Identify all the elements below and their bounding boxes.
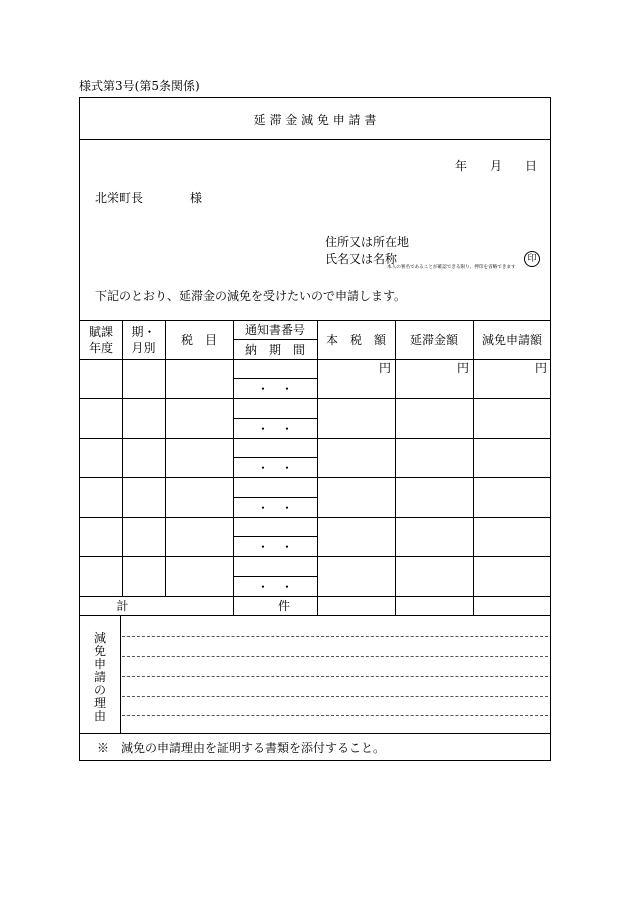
form-title: 延 滞 金 減 免 申 請 書 xyxy=(253,113,377,127)
date-dots: ・ ・ xyxy=(256,540,293,554)
date-year: 年 xyxy=(455,159,468,173)
divider xyxy=(80,359,550,360)
row-line xyxy=(80,556,550,557)
date-dots: ・ ・ xyxy=(256,422,293,436)
form-label: 様式第3号(第5条関係) xyxy=(79,79,200,93)
address-label: 住所又は所在地 xyxy=(325,235,410,249)
divider xyxy=(233,339,317,340)
row-line xyxy=(80,398,550,399)
header-notice-no: 通知書番号 xyxy=(244,323,305,337)
reason-line xyxy=(122,715,548,716)
sub-line xyxy=(233,576,317,577)
header-fiscal-year-1: 賦課 xyxy=(88,325,113,339)
header-fiscal-year-2: 年度 xyxy=(88,341,113,355)
header-principal: 本 税 額 xyxy=(325,333,386,347)
row-line xyxy=(80,477,550,478)
header-late-fee: 延滞金額 xyxy=(409,333,458,347)
addressee-honorific: 様 xyxy=(190,191,203,205)
reason-line xyxy=(122,676,548,677)
divider xyxy=(80,139,550,140)
name-label: 氏名又は名称 xyxy=(325,252,398,266)
yen-late-fee: 円 xyxy=(456,361,469,375)
row-line xyxy=(80,517,550,518)
reason-char: の xyxy=(93,683,106,697)
reason-line xyxy=(122,656,548,657)
col-line xyxy=(120,615,121,733)
reason-char: 請 xyxy=(93,670,106,684)
divider xyxy=(80,320,550,321)
header-tax-item: 税 目 xyxy=(180,333,217,347)
reason-line xyxy=(122,696,548,697)
date-day: 日 xyxy=(525,159,538,173)
sub-line xyxy=(233,457,317,458)
reason-char: 減 xyxy=(93,631,106,645)
date-dots: ・ ・ xyxy=(256,501,293,515)
header-reduction: 減免申請額 xyxy=(481,333,542,347)
seal-note: 本人の署名であることが確認できる限り、押印を省略できます xyxy=(387,265,516,270)
sub-line xyxy=(233,497,317,498)
yen-reduction: 円 xyxy=(534,361,547,375)
total-label: 計 xyxy=(116,599,129,613)
date-month: 月 xyxy=(490,159,503,173)
yen-principal: 円 xyxy=(378,361,391,375)
date-dots: ・ ・ xyxy=(256,461,293,475)
sub-line xyxy=(233,418,317,419)
date-dots: ・ ・ xyxy=(256,580,293,594)
col-line xyxy=(165,320,166,596)
sub-line xyxy=(233,536,317,537)
attachment-note: ※ 減免の申請理由を証明する書類を添付すること。 xyxy=(97,741,386,755)
header-period-1: 期・ xyxy=(131,325,156,339)
row-line xyxy=(80,438,550,439)
reason-line xyxy=(122,636,548,637)
application-form xyxy=(79,97,551,761)
sub-line xyxy=(233,378,317,379)
statement: 下記のとおり、延滞金の減免を受けたいので申請します。 xyxy=(95,289,407,303)
header-due-date: 納 期 間 xyxy=(244,343,305,357)
count-unit: 件 xyxy=(278,599,291,613)
date-dots: ・ ・ xyxy=(256,382,293,396)
addressee-name: 北栄町長 xyxy=(95,191,144,205)
reason-char: 免 xyxy=(93,644,106,658)
seal-mark: 印 xyxy=(524,251,540,267)
header-period-2: 月別 xyxy=(131,341,156,355)
col-line xyxy=(122,320,123,596)
row-line xyxy=(80,615,550,616)
divider xyxy=(80,733,550,734)
reason-char: 由 xyxy=(93,709,106,723)
reason-char: 申 xyxy=(93,657,106,671)
row-line xyxy=(80,596,550,597)
reason-char: 理 xyxy=(93,696,106,710)
